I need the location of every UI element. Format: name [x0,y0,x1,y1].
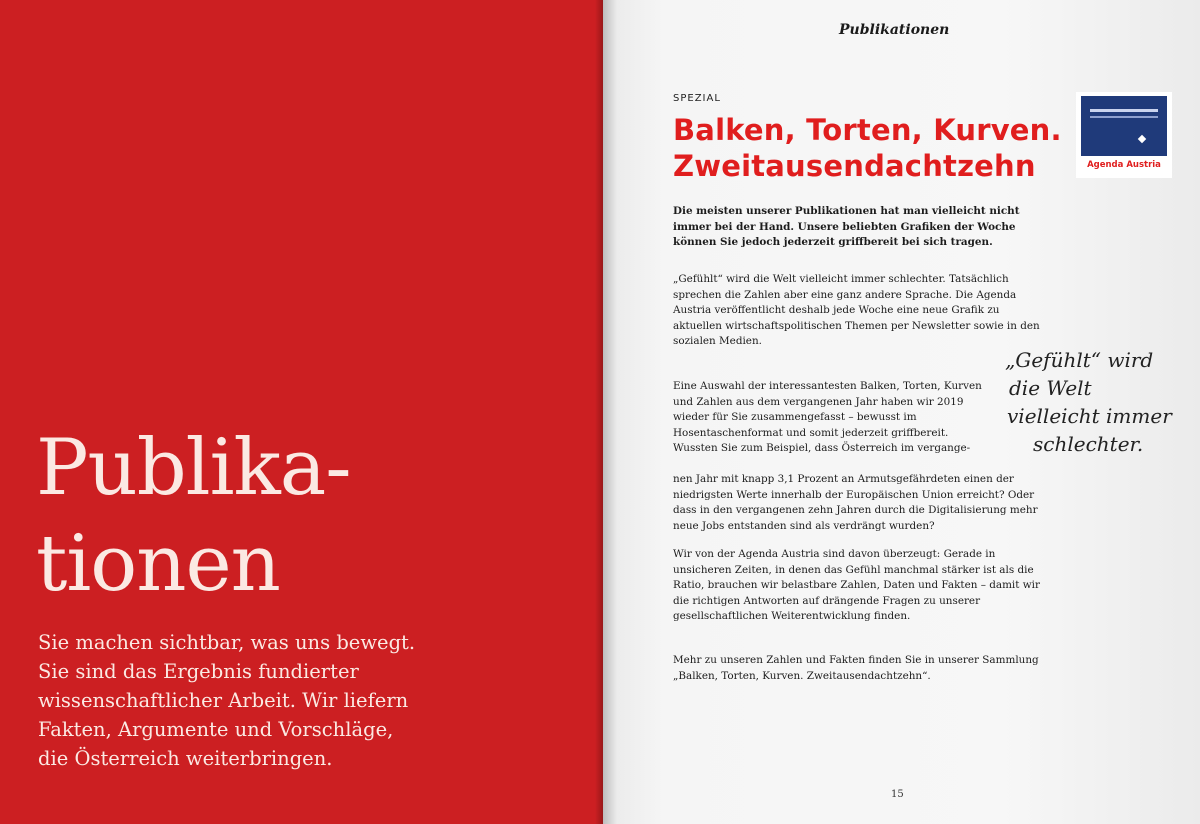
article-paragraph: Wir von der Agenda Austria sind davon überzeugt: Gerade in unsicheren Zeiten, in denen das Gefühl manchmal stärker ist als die Ratio, brauchen wir belastbare Zahlen, Daten und Fakten – damit wir die richtigen Antworten auf drängende Fragen zu unserer gesellschaftlichen Weiterentwicklung finden. [673,548,1040,622]
running-head: Publikationen [839,22,950,38]
pull-quote-line: die Welt [1009,376,1092,400]
book-cover-icon [1081,96,1167,156]
section-title-line-1: Publika- [36,423,351,513]
section-title [36,420,351,612]
right-page [603,0,1200,824]
section-intro [38,628,458,773]
section-title-line-2: tionen [36,519,280,609]
intro-line: wissenschaftlicher Arbeit. Wir liefern [38,689,409,712]
page-fold-shadow [595,0,603,824]
publisher-caption: Agenda Austria [1087,160,1161,170]
pull-quote [995,346,1175,458]
pull-quote-line: schlechter. [1033,432,1144,456]
headline-line-1: Balken, Torten, Kurven. [673,113,1062,147]
intro-line: Fakten, Argumente und Vorschläge, [38,718,394,741]
article-headline [673,112,1062,184]
intro-line: Sie sind das Ergebnis fundierter [38,660,359,683]
cover-emblem [1138,135,1146,143]
intro-line: Sie machen sichtbar, was uns bewegt. [38,631,416,654]
page-number: 15 [891,789,904,800]
article-paragraph: nen Jahr mit knapp 3,1 Prozent an Armutsgefährdeten einen der niedrigsten Werte innerhalb der Europäischen Union erreicht? Oder dass in den vergangenen zehn Jahren durch die Digitalisierung mehr neue Jobs entstanden sind als verdrängt wurden? [673,473,1038,532]
article-lead: Die meisten unserer Publikationen hat man vielleicht nicht immer bei der Hand. Unsere beliebten Grafiken der Woche können Sie jedoch jederzeit griffbereit bei sich tragen. [673,205,1020,248]
cover-title-line [1090,109,1158,112]
intro-line: die Österreich weiterbringen. [38,747,333,770]
pull-quote-line: vielleicht immer [1007,404,1172,428]
publication-cover [1076,92,1172,178]
article-kicker: SPEZIAL [673,93,721,104]
article-paragraph: „Gefühlt“ wird die Welt vielleicht immer schlechter. Tatsächlich sprechen die Zahlen aber eine ganz andere Sprache. Die Agenda Austria veröffentlicht deshalb jede Woche eine neue Grafik zu aktuellen wirtschaftspolitischen Themen per Newsletter sowie in den sozialen Medien. [673,273,1040,347]
headline-line-2: Zweitausendachtzehn [673,149,1036,183]
pull-quote-line: „Gefühlt“ wird [1005,348,1154,372]
cover-subtitle-line [1090,116,1158,118]
article-paragraph: Mehr zu unseren Zahlen und Fakten finden Sie in unserer Sammlung „Balken, Torten, Kurven. Zweitausendachtzehn“. [673,654,1039,682]
article-paragraph: Eine Auswahl der interessantesten Balken, Torten, Kurven und Zahlen aus dem vergangenen Jahr haben wir 2019 wieder für Sie zusammengefasst – bewusst im Hosentaschenformat und somit jederzeit griffbereit. Wussten Sie zum Beispiel, dass Österreich im vergange- [673,380,982,454]
